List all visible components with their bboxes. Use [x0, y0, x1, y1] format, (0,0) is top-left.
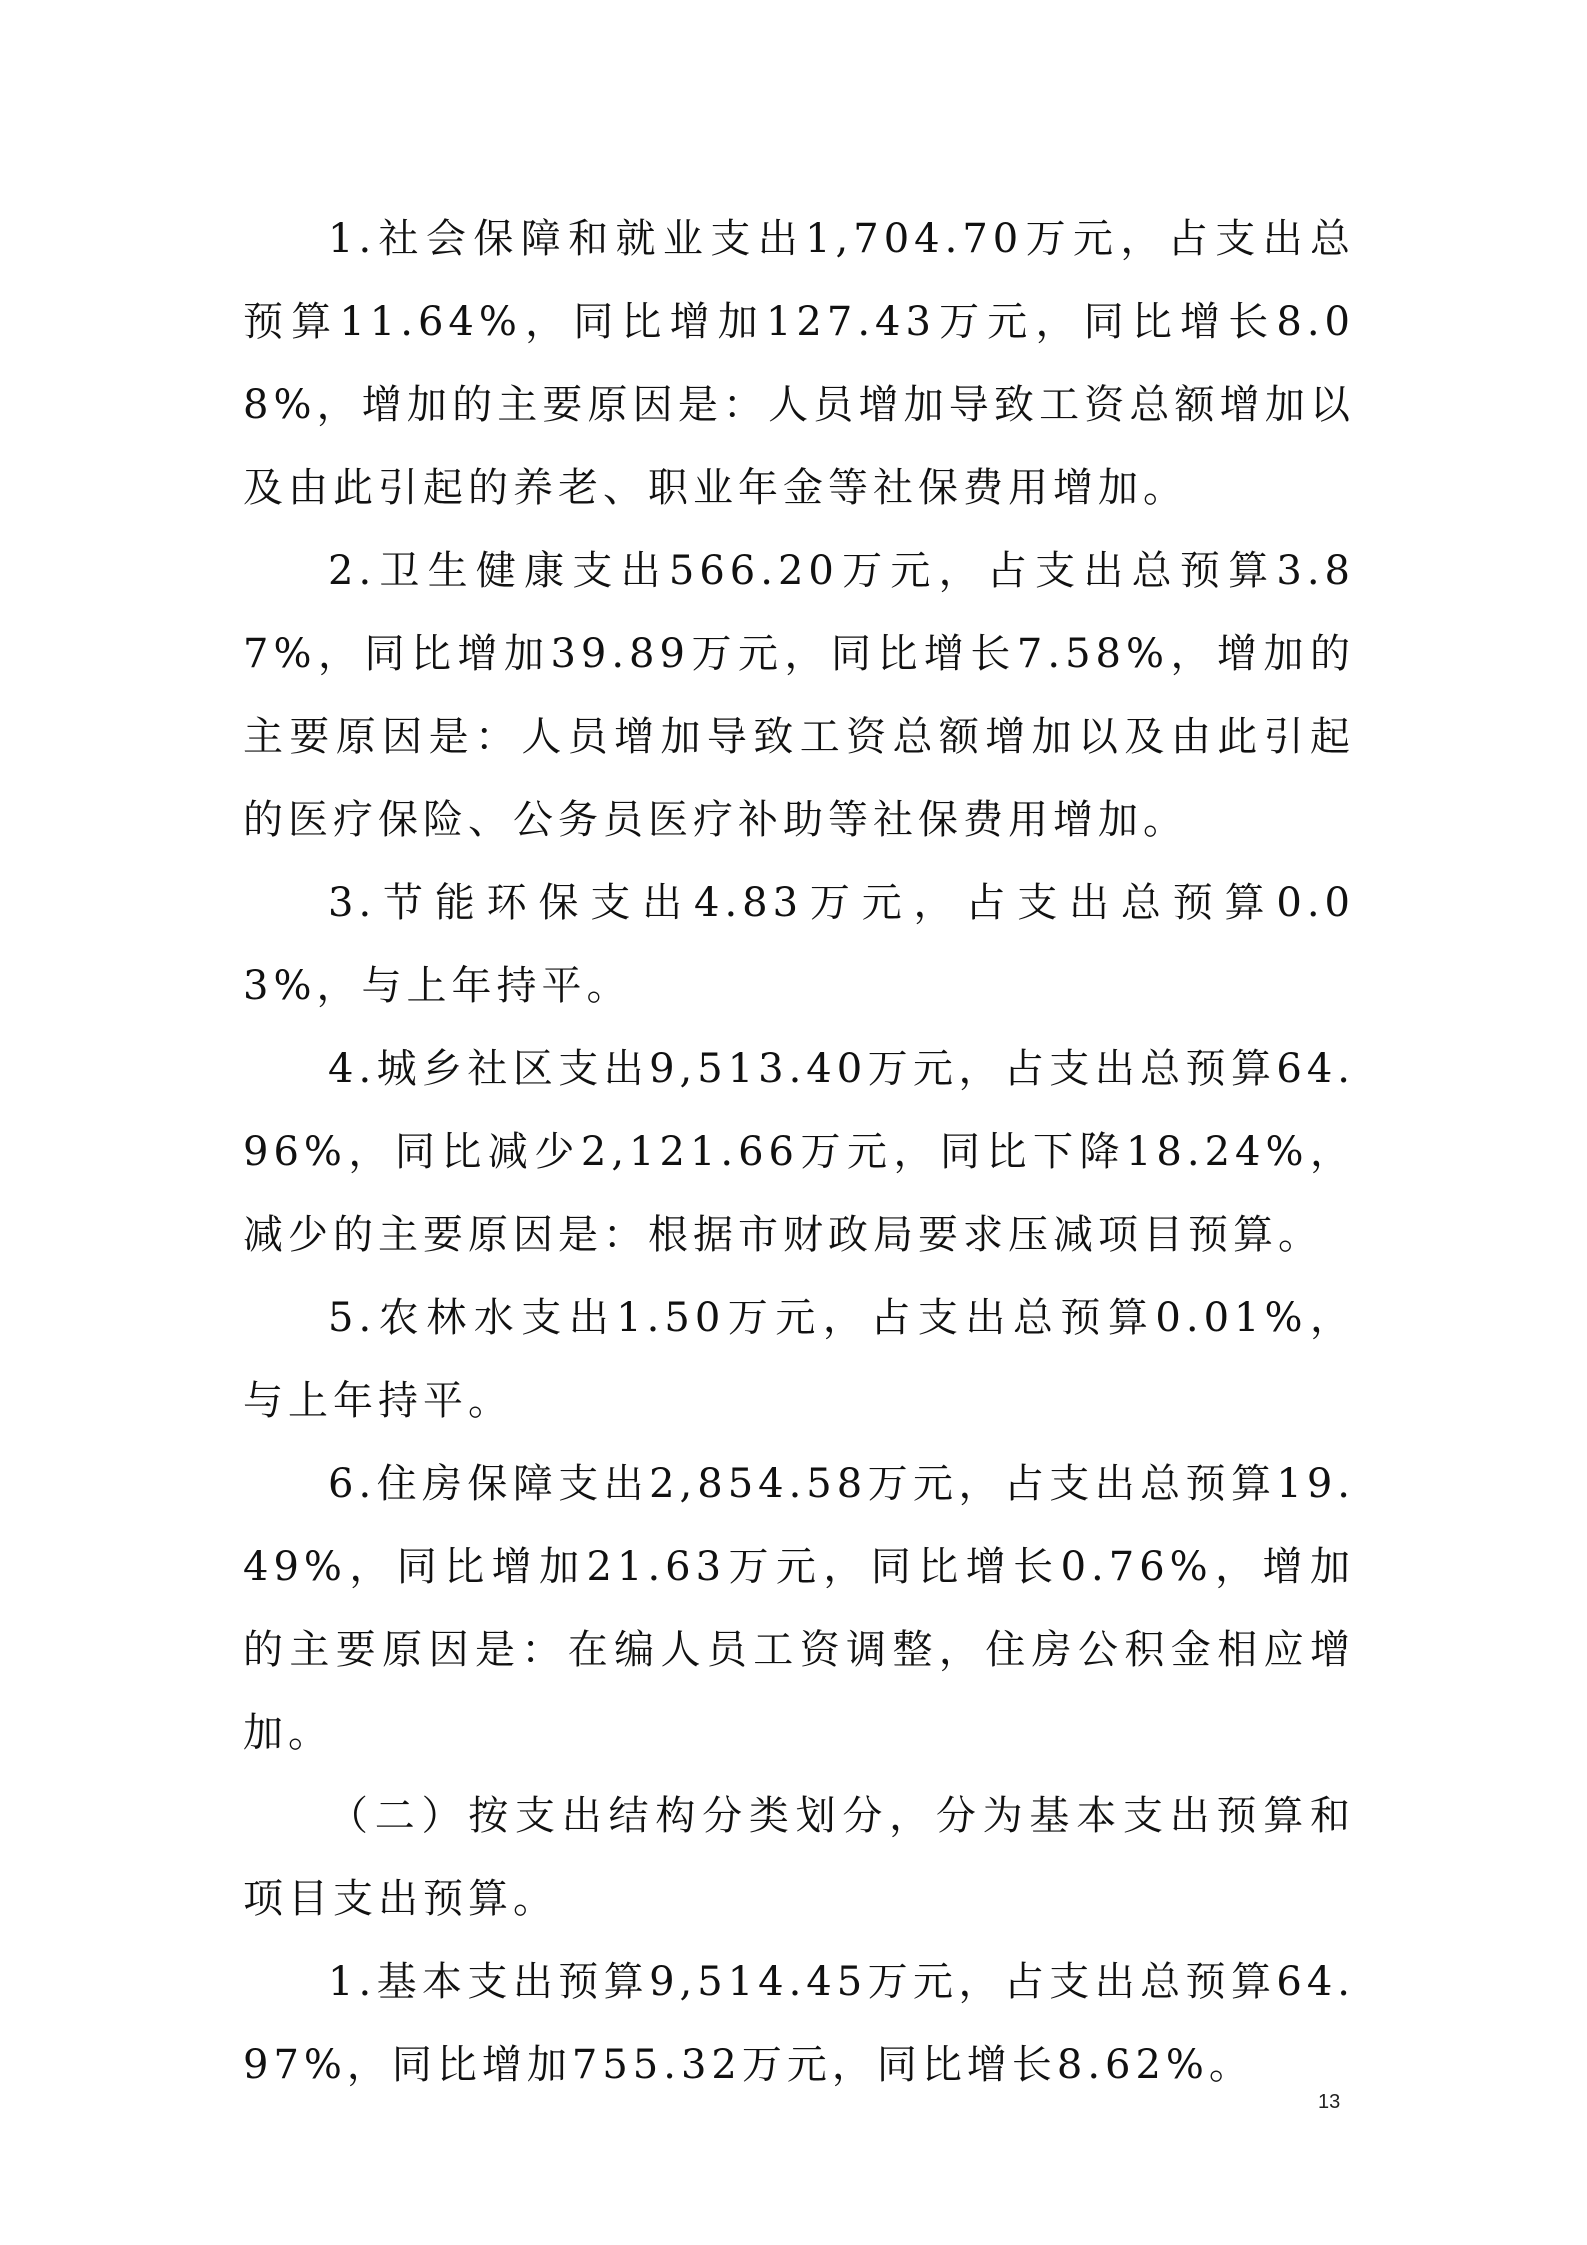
- paragraph-agriculture-forestry-water: 5.农林水支出1.50万元，占支出总预算0.01%，与上年持平。: [243, 1295, 1355, 1424]
- paragraph-health: 2.卫生健康支出566.20万元，占支出总预算3.87%，同比增加39.89万元，同比增长7.58%，增加的主要原因是：人员增加导致工资总额增加以及由此引起的医疗保险、公务员医疗补助等社保费用增加。: [243, 548, 1355, 843]
- paragraph-urban-rural-community: 4.城乡社区支出9,513.40万元，占支出总预算64.96%，同比减少2,121.66万元，同比下降18.24%，减少的主要原因是：根据市财政局要求压减项目预算。: [243, 1046, 1355, 1258]
- document-body: [243, 198, 1355, 2107]
- paragraph-expenditure-structure: （二）按支出结构分类划分，分为基本支出预算和项目支出预算。: [243, 1793, 1355, 1922]
- paragraph-social-security: 1.社会保障和就业支出1,704.70万元，占支出总预算11.64%，同比增加127.43万元，同比增长8.08%，增加的主要原因是：人员增加导致工资总额增加以及由此引起的养老、职业年金等社保费用增加。: [243, 216, 1355, 511]
- paragraph-energy-environment: 3.节能环保支出4.83万元，占支出总预算0.03%，与上年持平。: [243, 880, 1355, 1009]
- page-number: 13: [1318, 2091, 1341, 2113]
- paragraph-basic-expenditure: 1.基本支出预算9,514.45万元，占支出总预算64.97%，同比增加755.32万元，同比增长8.62%。: [243, 1959, 1355, 2088]
- paragraph-housing-security: 6.住房保障支出2,854.58万元，占支出总预算19.49%，同比增加21.63万元，同比增长0.76%，增加的主要原因是：在编人员工资调整，住房公积金相应增加。: [243, 1461, 1355, 1756]
